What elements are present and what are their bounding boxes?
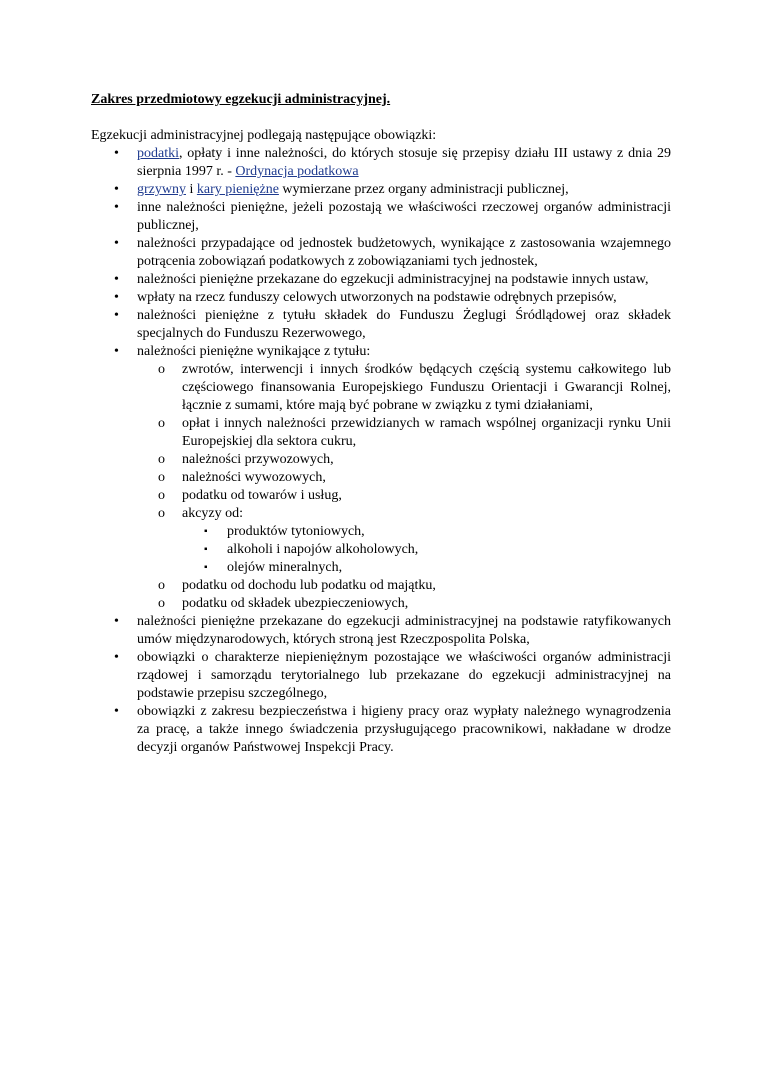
sub-list-item-text: podatku od dochodu lub podatku od majątku,: [182, 578, 436, 593]
list-item-text: obowiązki z zakresu bezpieczeństwa i higieny pracy oraz wypłaty należnego wynagrodzenia za pracę, a także innego świadczenia przysługującego pracownikowi, nakładane w drodze decyzji organów Państwowej Inspekcji Pracy.: [137, 704, 671, 755]
list-item-text: wymierzane przez organy administracji publicznej,: [278, 182, 569, 197]
document-title: Zakres przedmiotowy egzekucji administracyjnej.: [91, 92, 391, 107]
bullet-marker: •: [114, 182, 119, 197]
sub-list-item-text: podatku od składek ubezpieczeniowych,: [182, 596, 409, 611]
bullet-marker: •: [114, 272, 119, 287]
list-item: [91, 289, 671, 307]
sub-list-item-text: podatku od towarów i usług,: [182, 488, 342, 503]
intro-text: Egzekucji administracyjnej podlegają następujące obowiązki:: [91, 128, 437, 143]
sub-list-item: [137, 361, 671, 415]
sub-bullet-marker: o: [158, 488, 165, 503]
list-item: [91, 307, 671, 343]
sub-bullet-marker: o: [158, 470, 165, 485]
list-item-text: należności pieniężne z tytułu składek do Funduszu Żeglugi Śródlądowej oraz składek specjalnych do Funduszu Rezerwowego,: [137, 308, 671, 341]
sub-bullet-marker: o: [158, 452, 165, 467]
sub-list-item: [137, 469, 671, 487]
square-bullet-marker: ▪: [204, 526, 208, 537]
list-item: [91, 199, 671, 235]
document-body: [91, 91, 671, 757]
sub-list-item: [137, 487, 671, 505]
bullet-marker: •: [114, 704, 119, 719]
link-grzywny[interactable]: grzywny: [137, 182, 186, 197]
list-item: [91, 271, 671, 289]
list-item-text: inne należności pieniężne, jeżeli pozostają we właściwości rzeczowej organów administracji publicznej,: [137, 200, 671, 233]
list-item-text: obowiązki o charakterze niepieniężnym pozostające we właściwości organów administracji rządowej i samorządu terytorialnego lub przekazane do egzekucji administracyjnej na podstawie przepisu szczególnego,: [137, 650, 671, 701]
obligations-list: [91, 145, 671, 757]
sub-sub-list-item-text: alkoholi i napojów alkoholowych,: [227, 542, 419, 557]
list-item-text: i: [186, 182, 197, 197]
sub-list-item-text: zwrotów, interwencji i innych środków będących częścią systemu całkowitego lub częściowego finansowania Europejskiego Funduszu Orientacji i Gwarancji Rolnej, łącznie z sumami, które mają być pobrane w związku z tymi działaniami,: [182, 362, 671, 413]
list-item-text: należności pieniężne wynikające z tytułu:: [137, 344, 371, 359]
link-podatki[interactable]: podatki: [137, 146, 179, 161]
sub-list-item: [137, 451, 671, 469]
sub-sub-list-item-text: olejów mineralnych,: [227, 560, 343, 575]
list-item-receivables: [91, 343, 671, 613]
bullet-marker: •: [114, 308, 119, 323]
sub-list-item-excise: [137, 505, 671, 577]
sub-bullet-marker: o: [158, 362, 165, 377]
sub-list-item-text: należności przywozowych,: [182, 452, 334, 467]
sub-list-item: [137, 577, 671, 595]
list-item-text: należności pieniężne przekazane do egzekucji administracyjnej na podstawie ratyfikowanych umów międzynarodowych, których stroną jest Rzeczpospolita Polska,: [137, 614, 671, 647]
bullet-marker: •: [114, 614, 119, 629]
sub-bullet-marker: o: [158, 578, 165, 593]
list-item: [91, 235, 671, 271]
list-item-text: należności pieniężne przekazane do egzekucji administracyjnej na podstawie innych ustaw,: [137, 272, 649, 287]
sub-sub-list-item: [182, 523, 671, 541]
sub-list-item: [137, 415, 671, 451]
sub-bullet-marker: o: [158, 416, 165, 431]
list-item-text: , opłaty i inne należności, do których stosuje się przepisy działu III ustawy z dnia 29 sierpnia 1997 r. -: [137, 146, 671, 179]
square-bullet-marker: ▪: [204, 562, 208, 573]
list-item: [91, 613, 671, 649]
list-item: [91, 703, 671, 757]
sub-sub-list-item: [182, 559, 671, 577]
sub-list: [158, 361, 671, 613]
list-item-fines: [91, 181, 671, 199]
bullet-marker: •: [114, 146, 119, 161]
sub-sub-list: [204, 523, 671, 577]
bullet-marker: •: [114, 650, 119, 665]
sub-bullet-marker: o: [158, 596, 165, 611]
list-item: [91, 649, 671, 703]
list-item-text: należności przypadające od jednostek budżetowych, wynikające z zastosowania wzajemnego potrącenia zobowiązań podatkowych z zobowiązaniami tych jednostek,: [137, 236, 671, 269]
sub-sub-list-item-text: produktów tytoniowych,: [227, 524, 365, 539]
link-ordynacja-podatkowa[interactable]: Ordynacja podatkowa: [235, 164, 359, 179]
bullet-marker: •: [114, 344, 119, 359]
sub-list-item: [137, 595, 671, 613]
sub-sub-list-item: [182, 541, 671, 559]
bullet-marker: •: [114, 236, 119, 251]
list-item-text: wpłaty na rzecz funduszy celowych utworzonych na podstawie odrębnych przepisów,: [137, 290, 617, 305]
bullet-marker: •: [114, 200, 119, 215]
sub-list-item-text: akcyzy od:: [182, 506, 244, 521]
square-bullet-marker: ▪: [204, 544, 208, 555]
sub-list-item-text: należności wywozowych,: [182, 470, 326, 485]
bullet-marker: •: [114, 290, 119, 305]
sub-list-item-text: opłat i innych należności przewidzianych w ramach wspólnej organizacji rynku Unii Europejskiej dla sektora cukru,: [182, 416, 671, 449]
list-item-taxes: [91, 145, 671, 181]
link-kary-pieniezne[interactable]: kary pieniężne: [196, 182, 279, 197]
sub-bullet-marker: o: [158, 506, 165, 521]
